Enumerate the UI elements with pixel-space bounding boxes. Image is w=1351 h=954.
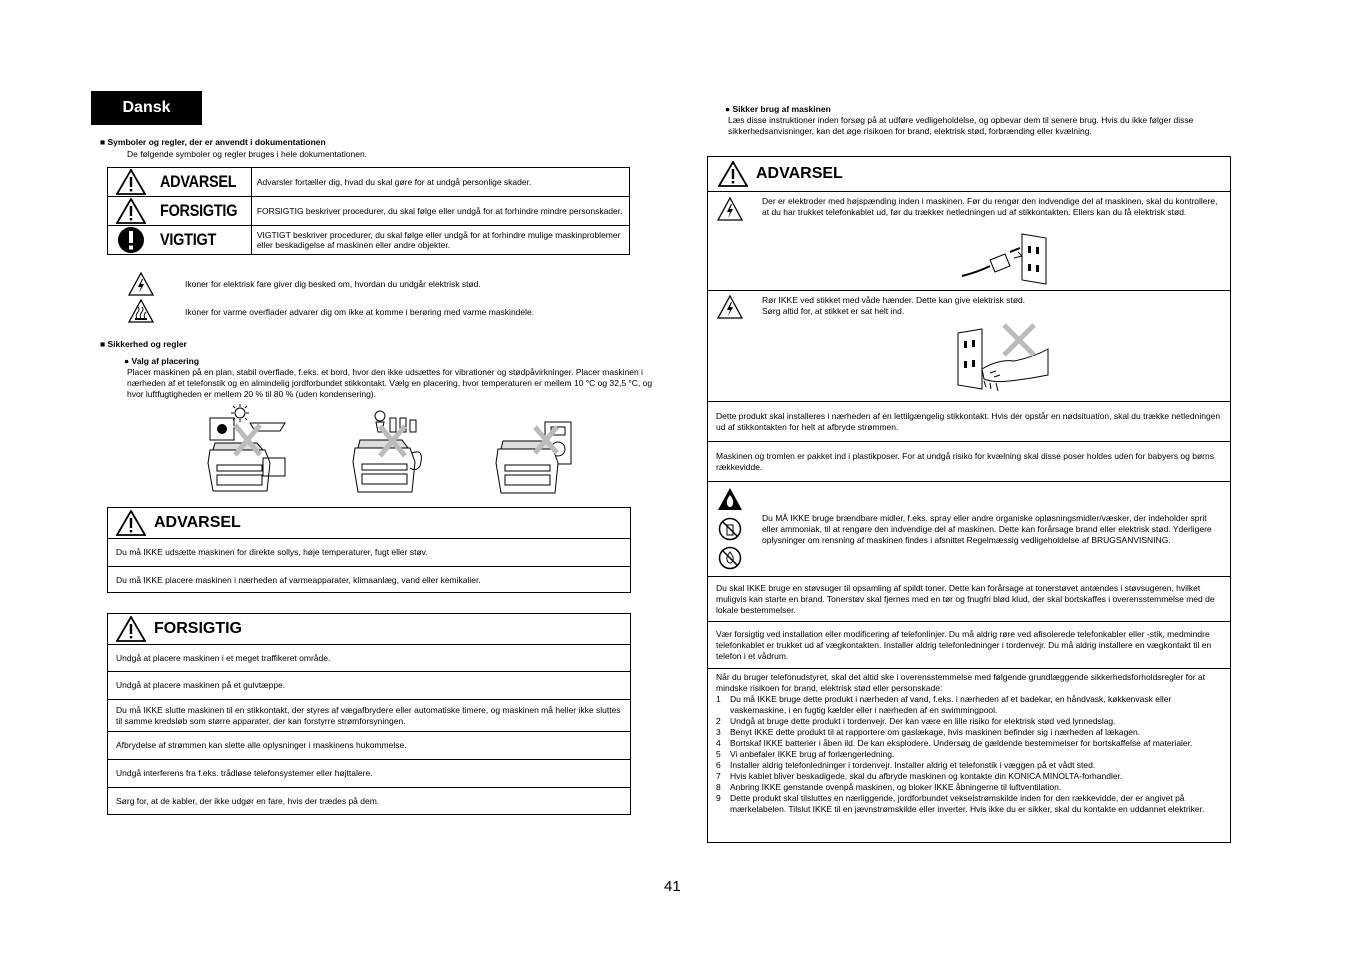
warning-box-right	[707, 156, 1231, 843]
symbol-label-vigtigt: VIGTIGT	[160, 229, 217, 249]
vacuum-row: Du skal IKKE bruge en støvsuger til opsamling af spildt toner. Dette kan forårsage at tonerstøvet antændes i støvsugeren, hvilket muligvis kan starte en brand. Tonerstøv skal fjernes med en tør og fnugfri blød klud, der skal bortskaffes i overensstemmelse med de lokale bestemmelser.	[708, 577, 1230, 622]
important-exclamation-icon	[116, 226, 146, 254]
list-item: 9 Dette produkt skal tilsluttes en nærliggende, jordforbundet vekselstrømskilde inden for den rækkevidde, der er angivet på mærkelabelen. Tilslut IKKE til en jævnstrømskilde eller inverter. Hvis ikke du er sikker, skal du kontakte en uddannet elektriker.	[716, 793, 1205, 814]
heater-placement-illustration	[493, 417, 583, 497]
caution-left-row-4: Afbrydelse af strømmen kan slette alle oplysninger i maskinens hukommelse.	[108, 732, 630, 760]
warning-triangle-icon	[718, 161, 748, 187]
sunlight-placement-illustration	[205, 403, 295, 495]
symbol-row-important	[108, 226, 630, 255]
caution-box-left-title: FORSIGTIG	[154, 620, 242, 637]
electrical-hazard-icon	[717, 197, 743, 221]
symbol-label-advarsel: ADVARSEL	[160, 171, 237, 191]
caution-triangle-icon	[116, 616, 146, 642]
phone-lines-row: Vær forsigtig ved installation eller modificering af telefonlinjer. Du må aldrig røre ved afisolerede telefonkabler eller -stik, medmindre telefonkablet er trukket ud af vægkontakten. Installer aldrig telefonledninger i tordenvejr. Du må aldrig installere en vægkontakt til en telefon i et vådrum.	[708, 622, 1230, 669]
symbol-desc-advarsel: Advarsler fortæller dig, hvad du skal gøre for at undgå personlige skader.	[251, 168, 629, 197]
wet-hands-text-1: Rør IKKE ved stikket med våde hænder. Dette kan give elektrisk stød.	[762, 295, 1026, 305]
language-tab: Dansk	[91, 91, 202, 125]
flammable-row	[708, 482, 1230, 577]
symbols-table	[107, 167, 630, 255]
safety-heading: ■ Sikkerhed og regler	[100, 339, 187, 349]
caution-box-left	[107, 613, 631, 815]
safe-use-text: Læs disse instruktioner inden forsøg på at udføre vedligeholdelse, og opbevar dem til senere brug. Hvis du ikke følger disse sikkerhedsanvisninger, kan det øge risikoen for brand, elektrisk stød, forbrænding eller kvælning.	[728, 115, 1194, 136]
water-placement-illustration	[350, 408, 440, 496]
symbols-intro: De følgende symboler og regler bruges i hele dokumentationen.	[127, 149, 368, 159]
warning-box-right-title: ADVARSEL	[756, 165, 843, 182]
wet-hands-text-2: Sørg altid for, at stikket er sat helt ind.	[762, 306, 905, 316]
symbol-desc-forsigtig: FORSIGTIG beskriver procedurer, du skal følge eller undgå for at forhindre mindre personskader.	[251, 197, 629, 226]
list-item: 1 Du må IKKE bruge dette produkt i nærheden af vand, f.eks. i nærheden af et badekar, en håndvask, køkkenvask eller vaskemaskine, i en fugtig kælder eller i nærheden af en swimmingpool.	[716, 694, 1172, 715]
flammable-text: Du MÅ IKKE bruge brændbare midler, f.eks. spray eller andre organiske opløsningsmidler/væsker, der indeholder sprit eller ammoniak, til at rengøre den indvendige del af maskinen. Dette kan forårsage brand eller elektrisk stød. Yderligere oplysninger om rensning af maskinen findes i afsnittet Regelmæssig vedligeholdelse af BRUGSANVISNING.	[762, 512, 1212, 545]
list-item: 2 Undgå at bruge dette produkt i tordenvejr. Der kan være en lille risiko for elektrisk stød ved lynnedslag.	[716, 716, 1116, 726]
symbol-desc-vigtigt: VIGTIGT beskriver procedurer, du skal følge eller undgå for at forhindre mulige maskinproblemer eller beskadigelse af maskinen eller andre objekter.	[251, 226, 629, 255]
wet-hands-illustration	[954, 319, 1050, 395]
page-number: 41	[664, 878, 681, 895]
safe-use-title: ● Sikker brug af maskinen	[725, 104, 831, 114]
warning-triangle-icon	[116, 169, 146, 195]
warning-triangle-icon	[116, 510, 146, 536]
electrical-hazard-icon	[128, 272, 154, 296]
placement-title: ● Valg af placering	[124, 356, 200, 366]
no-fire-icon	[718, 546, 742, 570]
caution-left-row-2: Undgå at placere maskinen på et gulvtæppe.	[108, 672, 630, 700]
caution-left-row-3: Du må IKKE slutte maskinen til en stikkontakt, der styres af vægafbrydere eller automatiske timere, og maskinen må heller ikke sluttes til samme kredsløb som større apparater, der kan forstyrre strømforsyningen.	[108, 700, 630, 732]
symbols-heading: ■ Symboler og regler, der er anvendt i dokumentationen	[100, 137, 326, 147]
electrodes-row	[708, 192, 1230, 291]
list-item: 4 Bortskaf IKKE batterier i åben ild. De kan eksplodere. Undersøg de gældende bestemmelser for bortskaffelse af materialer.	[716, 738, 1193, 748]
warning-box-left-title: ADVARSEL	[154, 514, 241, 531]
electrical-note: Ikoner for elektrisk fare giver dig besked om, hvordan du undgår elektrisk stød.	[185, 279, 481, 289]
warning-left-row-2: Du må IKKE placere maskinen i nærheden af varmeapparater, klimaanlæg, vand eller kemikalier.	[116, 574, 481, 585]
outlet-row: Dette produkt skal installeres i nærheden af en lettilgængelig stikkontakt. Hvis der opstår en nødsituation, skal du trække netledningen ud af stikkontakten for helt at afbryde strømmen.	[708, 402, 1230, 442]
caution-left-row-6: Sørg for, at de kabler, der ikke udgør en fare, hvis der trædes på dem.	[116, 795, 380, 806]
phone-safety-row	[708, 669, 1230, 819]
plastic-row: Maskinen og tromlen er pakket ind i plastikposer. For at undgå risiko for kvælning skal disse poser holdes uden for babyers og børns rækkevidde.	[708, 442, 1230, 482]
symbol-label-forsigtig: FORSIGTIG	[160, 200, 238, 220]
list-item: 8 Anbring IKKE genstande ovenpå maskinen, og bloker IKKE åbningerne til luftventilation.	[716, 782, 1062, 792]
list-item: 7 Hvis kablet bliver beskadigede, skal du afbryde maskinen og kontakte din KONICA MINOLTA-forhandler.	[716, 771, 1123, 781]
symbol-row-warning	[108, 168, 630, 197]
hot-surface-icon	[128, 299, 154, 323]
list-item: 5 Vi anbefaler IKKE brug af forlængerledning.	[716, 749, 895, 759]
warning-box-left	[107, 507, 631, 593]
fire-hazard-icon	[717, 487, 743, 511]
unplug-illustration	[960, 232, 1050, 286]
no-spray-icon	[718, 517, 742, 541]
wet-hands-row	[708, 291, 1230, 402]
phone-safety-list	[716, 694, 1222, 815]
caution-left-row-5: Undgå interferens fra f.eks. trådløse telefonsystemer eller højttalere.	[108, 760, 630, 788]
warning-left-row-1: Du må IKKE udsætte maskinen for direkte sollys, høje temperaturer, fugt eller støv.	[108, 539, 630, 567]
hot-surface-note: Ikoner for varme overflader advarer dig om ikke at komme i berøring med varme maskindele.	[185, 307, 535, 317]
electrical-hazard-icon	[717, 295, 743, 319]
symbol-row-caution	[108, 197, 630, 226]
list-item: 6 Installer aldrig telefonledninger i tordenvejr. Installer aldrig et telefonstik i væggen på et vådt sted.	[716, 760, 1096, 770]
list-item: 3 Benyt IKKE dette produkt til at rapportere om gaslækage, hvis maskinen befinder sig i nærheden af lækagen.	[716, 727, 1141, 737]
electrodes-text: Der er elektroder med højspænding inden i maskinen. Før du rengør den indvendige del af maskinen, skal du kontrollere, at du har trukket telefonkablet ud, før du trækker netledningen ud af stikkontakten. Ellers kan du få elektrisk stød.	[762, 196, 1218, 217]
placement-text: Placer maskinen på en plan, stabil overflade, f.eks. et bord, hvor den ikke udsættes for vibrationer og stødpåvirkninger. Placer maskinen i nærheden af et telefonstik og en almindelig jordforbundet stikkontakt. Vælg en placering, hvor temperaturen er mellem 10 °C og 32,5 °C, og hvor luftfugtigheden er mellem 20 % til 80 % (uden kondensering).	[127, 367, 653, 399]
caution-triangle-icon	[116, 198, 146, 224]
phone-safety-intro: Når du bruger telefonudstyret, skal det altid ske i overensstemmelse med følgende grundlæggende sikkerhedsforholdsregler for at mindske risikoen for brand, elektrisk stød eller personskade:	[716, 672, 1206, 693]
caution-left-row-1: Undgå at placere maskinen i et meget traffikeret område.	[108, 645, 630, 672]
